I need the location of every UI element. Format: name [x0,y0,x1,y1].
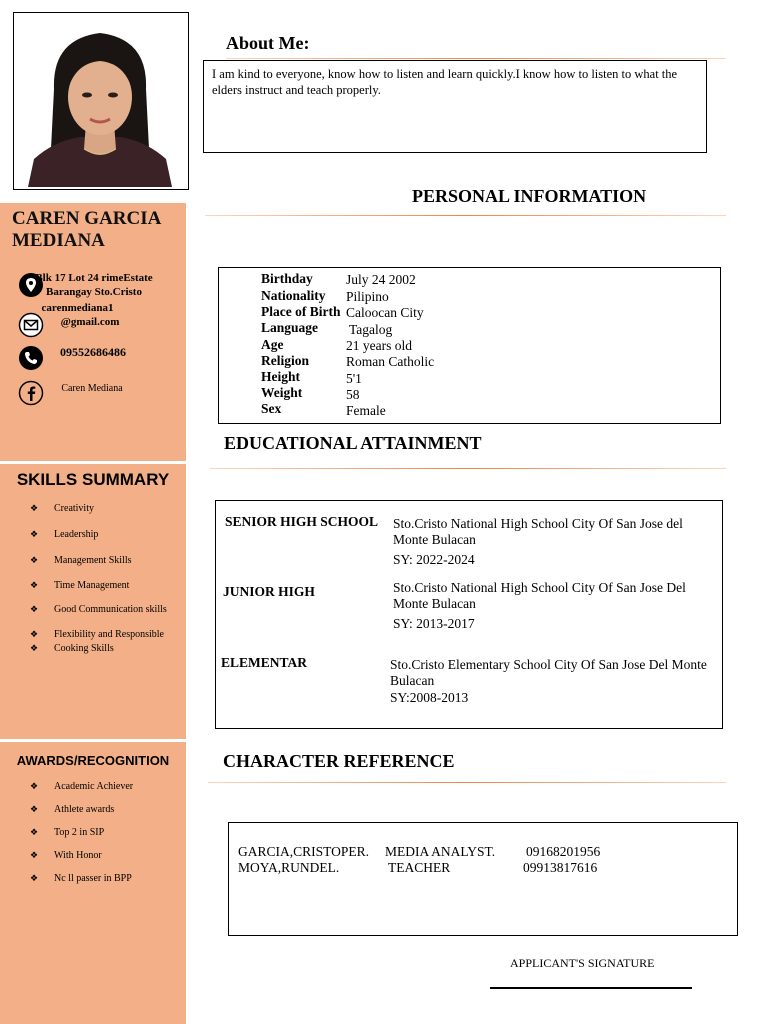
about-heading: About Me: [226,33,310,53]
ref-role: TEACHER [388,860,451,875]
pi-label: Height [261,369,300,384]
pi-label: Language [261,320,319,335]
section-rule [226,58,726,59]
list-item: ❖ Good Communication skills [30,604,167,615]
ref-name: MOYA,RUNDEL. [238,860,340,875]
edu-sy: SY: 2013-2017 [393,616,475,631]
awards-heading: AWARDS/RECOGNITION [16,753,170,768]
personal-heading: PERSONAL INFORMATION [412,186,647,206]
personal-info-box [218,267,721,424]
signature-label: APPLICANT'S SIGNATURE [510,956,655,970]
list-item: ❖ Athlete awards [30,804,115,815]
list-item: ❖ Management Skills [30,555,132,566]
section-rule [210,468,726,469]
list-item: ❖ Top 2 in SIP [30,827,105,838]
pi-value: Roman Catholic [346,354,435,369]
list-item: ❖ With Honor [30,850,102,861]
edu-level: SENIOR HIGH SCHOOL [225,514,379,529]
pi-value: Pilipino [346,289,389,304]
ref-name: GARCIA,CRISTOPER. [238,844,370,859]
address-text: Blk 17 Lot 24 rimeEstate Barangay Sto.Cristo [35,272,153,298]
about-text: I am kind to everyone, know how to listen and learn quickly.I know how to listen to what the elders instruct and teach properly. [212,67,678,97]
email-text-line2: @gmail.com [60,316,120,328]
pi-value: July 24 2002 [346,272,416,287]
list-item: ❖ Leadership [30,529,99,540]
about-box [203,60,707,153]
phone-text: 09552686486 [60,345,126,359]
profile-photo-frame [13,12,189,190]
references-heading: CHARACTER REFERENCE [223,751,455,771]
pi-value: Caloocan City [346,305,424,320]
education-heading: EDUCATIONAL ATTAINMENT [224,433,482,453]
profile-name: CAREN GARCIA MEDIANA [12,208,161,251]
references-box [228,822,738,936]
pi-label: Nationality [261,288,326,303]
list-item: ❖ Academic Achiever [30,781,134,792]
edu-level: ELEMENTAR [221,655,308,670]
mail-icon [18,312,44,338]
edu-sy: SY:2008-2013 [390,690,469,705]
email-text-line1: carenmediana1 [41,302,114,314]
edu-level: JUNIOR HIGH [223,584,315,599]
section-rule [208,782,726,783]
pi-value: 58 [346,387,360,402]
pi-label: Birthday [261,271,313,286]
education-box [215,500,723,729]
section-rule [205,215,726,216]
list-item: ❖ Creativity [30,503,94,514]
ref-phone: 09913817616 [523,860,598,875]
phone-icon [18,345,44,371]
list-item: ❖ Time Management [30,580,130,591]
pi-value: 5'1 [346,371,362,386]
skills-heading: SKILLS SUMMARY [16,470,170,489]
facebook-icon [18,380,44,406]
ref-phone: 09168201956 [526,844,601,859]
pi-label: Place of Birth [261,304,341,319]
pi-value: Tagalog [349,322,393,337]
sidebar-divider [0,461,186,464]
list-item: ❖ Nc ll passer in BPP [30,873,132,884]
profile-photo [24,19,176,187]
facebook-text[interactable]: Caren Mediana [61,383,123,394]
ref-role: MEDIA ANALYST. [385,844,496,859]
pi-label: Religion [261,353,310,368]
edu-school: Sto.Cristo National High School City Of San Jose Del Monte Bulacan [393,580,686,611]
signature-line [490,987,692,989]
pi-label: Age [261,337,284,352]
pi-label: Sex [261,401,282,416]
edu-sy: SY: 2022-2024 [393,552,475,567]
pi-value: Female [346,403,386,418]
list-item: ❖ Flexibility and Responsible [30,629,164,640]
edu-school: Sto.Cristo Elementary School City Of San Jose Del Monte Bulacan [390,657,707,688]
pi-value: 21 years old [346,338,412,353]
pi-label: Weight [261,385,303,400]
list-item: ❖ Cooking Skills [30,643,114,654]
sidebar-divider [0,739,186,742]
edu-school: Sto.Cristo National High School City Of San Jose del Monte Bulacan [393,516,683,547]
